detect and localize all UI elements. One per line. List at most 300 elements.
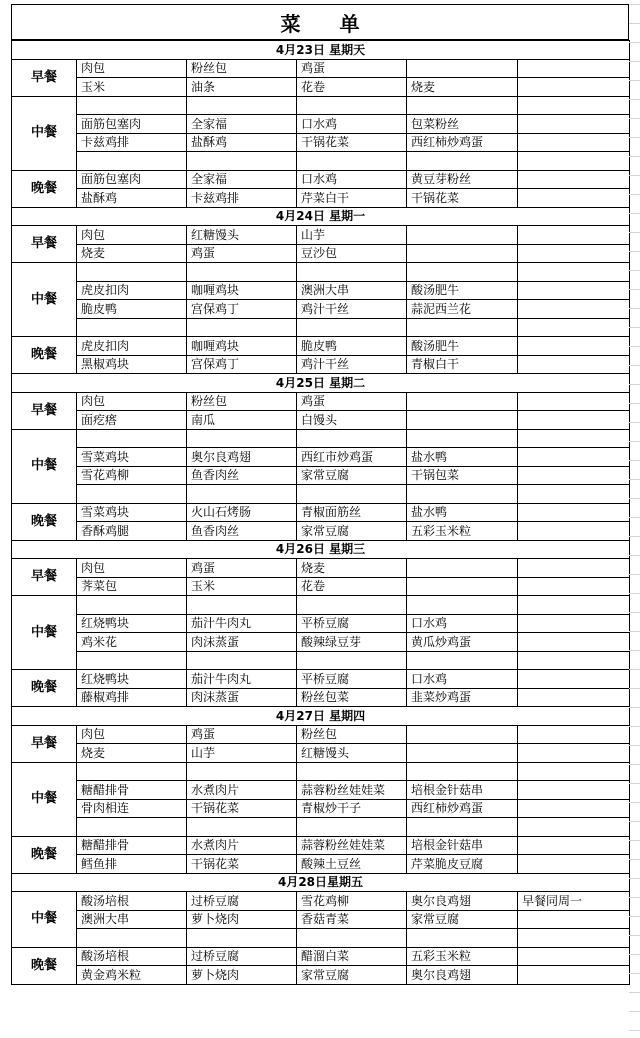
dish-cell: 烧麦 xyxy=(77,744,187,763)
dish-cell: 雪菜鸡块 xyxy=(77,503,187,522)
dish-cell xyxy=(407,577,518,596)
dish-cell: 卡兹鸡排 xyxy=(77,133,187,152)
dish-cell: 肉包 xyxy=(77,226,187,245)
gridline xyxy=(629,403,640,404)
dish-cell: 鸡蛋 xyxy=(297,59,407,78)
dish-cell: 鱼香肉丝 xyxy=(187,522,297,541)
dish-cell xyxy=(187,152,297,171)
dish-cell xyxy=(407,429,518,448)
table-row xyxy=(12,485,630,504)
table-row xyxy=(12,96,630,115)
gridline xyxy=(629,346,640,347)
dish-cell xyxy=(518,226,630,245)
day-header: 4月27日 星期四 xyxy=(12,707,630,726)
dish-cell: 红烧鸭块 xyxy=(77,670,187,689)
dish-cell xyxy=(518,818,630,837)
table-row xyxy=(12,614,630,633)
gridline xyxy=(629,118,640,119)
meal-label: 中餐 xyxy=(12,429,77,503)
gridline xyxy=(629,137,640,138)
gridline xyxy=(629,479,640,480)
dish-cell: 面筋包塞肉 xyxy=(77,115,187,134)
dish-cell: 火山石烤肠 xyxy=(187,503,297,522)
spreadsheet-gridlines xyxy=(629,0,640,1038)
dish-cell: 面疙瘩 xyxy=(77,411,187,430)
gridline xyxy=(629,897,640,898)
table-row xyxy=(12,929,630,948)
dish-cell xyxy=(518,947,630,966)
table-row xyxy=(12,559,630,578)
dish-cell: 酸汤肥牛 xyxy=(407,337,518,356)
dish-cell xyxy=(77,762,187,781)
dish-cell xyxy=(518,318,630,337)
menu-title xyxy=(11,4,629,40)
table-row xyxy=(12,966,630,985)
table-row xyxy=(12,781,630,800)
dish-cell: 芹菜白干 xyxy=(297,189,407,208)
dish-cell xyxy=(518,189,630,208)
dish-cell xyxy=(407,762,518,781)
gridline xyxy=(629,669,640,670)
table-row xyxy=(12,59,630,78)
day-header-row xyxy=(12,41,630,60)
gridline xyxy=(629,840,640,841)
dish-cell: 鸡汁干丝 xyxy=(297,300,407,319)
gridline xyxy=(629,422,640,423)
dish-cell: 青椒白干 xyxy=(407,355,518,374)
dish-cell: 培根金针菇串 xyxy=(407,836,518,855)
table-row xyxy=(12,633,630,652)
day-header-row xyxy=(12,707,630,726)
dish-cell xyxy=(518,281,630,300)
dish-cell xyxy=(77,96,187,115)
dish-cell: 平桥豆腐 xyxy=(297,670,407,689)
dish-cell: 粉丝包 xyxy=(187,392,297,411)
dish-cell: 南瓜 xyxy=(187,411,297,430)
gridline xyxy=(629,878,640,879)
table-row xyxy=(12,596,630,615)
gridline xyxy=(629,251,640,252)
table-row xyxy=(12,836,630,855)
table-row xyxy=(12,318,630,337)
dish-cell: 肉包 xyxy=(77,559,187,578)
dish-cell xyxy=(187,263,297,282)
meal-label: 早餐 xyxy=(12,725,77,762)
dish-cell: 油条 xyxy=(187,78,297,97)
dish-cell xyxy=(407,596,518,615)
dish-cell xyxy=(518,966,630,985)
dish-cell xyxy=(407,152,518,171)
table-row xyxy=(12,392,630,411)
dish-cell: 红糖馒头 xyxy=(297,744,407,763)
dish-cell xyxy=(518,836,630,855)
dish-cell xyxy=(77,651,187,670)
dish-cell: 芹菜脆皮豆腐 xyxy=(407,855,518,874)
dish-cell xyxy=(187,429,297,448)
dish-cell: 咖喱鸡块 xyxy=(187,337,297,356)
dish-cell xyxy=(407,929,518,948)
gridline xyxy=(629,498,640,499)
dish-cell xyxy=(518,485,630,504)
dish-cell: 萝卜烧肉 xyxy=(187,910,297,929)
day-header-row xyxy=(12,540,630,559)
dish-cell: 肉包 xyxy=(77,59,187,78)
gridline xyxy=(629,327,640,328)
dish-cell: 烧麦 xyxy=(407,78,518,97)
dish-cell xyxy=(77,818,187,837)
dish-cell: 口水鸡 xyxy=(297,170,407,189)
dish-cell: 雪花鸡柳 xyxy=(77,466,187,485)
gridline xyxy=(629,80,640,81)
dish-cell: 鸡蛋 xyxy=(187,244,297,263)
dish-cell: 鸡蛋 xyxy=(297,392,407,411)
meal-label: 晚餐 xyxy=(12,337,77,374)
gridline xyxy=(629,555,640,556)
dish-cell: 五彩玉米粒 xyxy=(407,947,518,966)
dish-cell xyxy=(297,263,407,282)
dish-cell: 卡兹鸡排 xyxy=(187,189,297,208)
dish-cell: 水煮肉片 xyxy=(187,836,297,855)
gridline xyxy=(629,4,640,5)
table-row xyxy=(12,947,630,966)
dish-cell: 酸辣绿豆芽 xyxy=(297,633,407,652)
table-row xyxy=(12,522,630,541)
dish-cell: 过桥豆腐 xyxy=(187,947,297,966)
dish-cell: 包菜粉丝 xyxy=(407,115,518,134)
dish-cell xyxy=(407,59,518,78)
dish-cell: 玉米 xyxy=(77,78,187,97)
day-header-row xyxy=(12,374,630,393)
dish-cell: 荠菜包 xyxy=(77,577,187,596)
dish-cell: 酸汤培根 xyxy=(77,892,187,911)
dish-cell xyxy=(77,429,187,448)
dish-cell: 肉沫蒸蛋 xyxy=(187,688,297,707)
dish-cell xyxy=(297,429,407,448)
meal-label: 早餐 xyxy=(12,226,77,263)
dish-cell: 黄金鸡米粒 xyxy=(77,966,187,985)
dish-cell xyxy=(77,485,187,504)
dish-cell: 香菇青菜 xyxy=(297,910,407,929)
dish-cell: 脆皮鸭 xyxy=(77,300,187,319)
gridline xyxy=(629,460,640,461)
dish-cell: 鳕鱼排 xyxy=(77,855,187,874)
table-row xyxy=(12,244,630,263)
gridline xyxy=(629,365,640,366)
dish-cell: 澳洲大串 xyxy=(77,910,187,929)
gridline xyxy=(629,42,640,43)
dish-cell xyxy=(518,392,630,411)
table-row xyxy=(12,725,630,744)
dish-cell xyxy=(518,170,630,189)
dish-cell xyxy=(77,263,187,282)
dish-cell xyxy=(297,96,407,115)
dish-cell xyxy=(187,318,297,337)
table-row xyxy=(12,152,630,171)
dish-cell: 蒜蓉粉丝娃娃菜 xyxy=(297,836,407,855)
gridline xyxy=(629,270,640,271)
dish-cell: 盐水鸭 xyxy=(407,503,518,522)
dish-cell: 干锅包菜 xyxy=(407,466,518,485)
day-header-row xyxy=(12,873,630,892)
dish-cell: 白馒头 xyxy=(297,411,407,430)
dish-cell: 红烧鸭块 xyxy=(77,614,187,633)
meal-label: 中餐 xyxy=(12,892,77,948)
dish-cell: 干锅花菜 xyxy=(297,133,407,152)
dish-cell: 茄汁牛肉丸 xyxy=(187,614,297,633)
dish-cell: 虎皮扣肉 xyxy=(77,281,187,300)
gridline xyxy=(629,821,640,822)
table-row xyxy=(12,503,630,522)
dish-cell xyxy=(297,651,407,670)
dish-cell xyxy=(77,596,187,615)
dish-cell xyxy=(518,929,630,948)
dish-cell: 韭菜炒鸡蛋 xyxy=(407,688,518,707)
dish-cell: 早餐同周一 xyxy=(518,892,630,911)
dish-cell: 肉沫蒸蛋 xyxy=(187,633,297,652)
gridline xyxy=(629,593,640,594)
table-row xyxy=(12,355,630,374)
dish-cell: 鸡米花 xyxy=(77,633,187,652)
meal-label: 中餐 xyxy=(12,96,77,170)
dish-cell: 烧麦 xyxy=(77,244,187,263)
table-row xyxy=(12,762,630,781)
dish-cell: 酸汤肥牛 xyxy=(407,281,518,300)
dish-cell: 盐水鸭 xyxy=(407,448,518,467)
gridline xyxy=(629,612,640,613)
meal-label: 中餐 xyxy=(12,596,77,670)
table-row xyxy=(12,170,630,189)
dish-cell xyxy=(518,670,630,689)
table-row xyxy=(12,466,630,485)
dish-cell xyxy=(518,411,630,430)
table-row xyxy=(12,892,630,911)
table-row xyxy=(12,688,630,707)
gridline xyxy=(629,232,640,233)
dish-cell xyxy=(518,577,630,596)
dish-cell xyxy=(518,429,630,448)
dish-cell: 肉包 xyxy=(77,392,187,411)
dish-cell xyxy=(518,651,630,670)
dish-cell: 虎皮扣肉 xyxy=(77,337,187,356)
dish-cell xyxy=(187,818,297,837)
dish-cell xyxy=(518,133,630,152)
dish-cell xyxy=(518,448,630,467)
table-row xyxy=(12,281,630,300)
meal-label: 晚餐 xyxy=(12,670,77,707)
dish-cell: 咖喱鸡块 xyxy=(187,281,297,300)
gridline xyxy=(629,156,640,157)
meal-label: 早餐 xyxy=(12,59,77,96)
dish-cell: 全家福 xyxy=(187,170,297,189)
dish-cell xyxy=(518,725,630,744)
dish-cell: 过桥豆腐 xyxy=(187,892,297,911)
dish-cell: 家常豆腐 xyxy=(297,966,407,985)
dish-cell xyxy=(518,466,630,485)
dish-cell: 酸辣土豆丝 xyxy=(297,855,407,874)
dish-cell: 宫保鸡丁 xyxy=(187,300,297,319)
meal-label: 晚餐 xyxy=(12,170,77,207)
dish-cell xyxy=(407,725,518,744)
dish-cell: 青椒面筋丝 xyxy=(297,503,407,522)
dish-cell: 干锅花菜 xyxy=(187,855,297,874)
dish-cell xyxy=(518,263,630,282)
dish-cell: 雪菜鸡块 xyxy=(77,448,187,467)
dish-cell xyxy=(518,596,630,615)
dish-cell: 雪花鸡柳 xyxy=(297,892,407,911)
dish-cell xyxy=(407,318,518,337)
dish-cell: 鸡蛋 xyxy=(187,725,297,744)
dish-cell xyxy=(518,910,630,929)
gridline xyxy=(629,441,640,442)
gridline xyxy=(629,23,640,24)
dish-cell: 黄瓜炒鸡蛋 xyxy=(407,633,518,652)
dish-cell xyxy=(407,485,518,504)
dish-cell: 青椒炒干子 xyxy=(297,799,407,818)
day-header: 4月23日 星期天 xyxy=(12,41,630,60)
dish-cell: 鸡蛋 xyxy=(187,559,297,578)
dish-cell: 水煮肉片 xyxy=(187,781,297,800)
table-row xyxy=(12,744,630,763)
dish-cell xyxy=(187,596,297,615)
dish-cell xyxy=(518,688,630,707)
meal-label: 晚餐 xyxy=(12,836,77,873)
dish-cell xyxy=(187,96,297,115)
dish-cell: 盐酥鸡 xyxy=(187,133,297,152)
dish-cell: 黑椒鸡块 xyxy=(77,355,187,374)
dish-cell: 脆皮鸭 xyxy=(297,337,407,356)
dish-cell: 酸汤培根 xyxy=(77,947,187,966)
dish-cell xyxy=(297,596,407,615)
meal-label: 中餐 xyxy=(12,762,77,836)
dish-cell xyxy=(407,392,518,411)
dish-cell xyxy=(297,318,407,337)
dish-cell: 西红柿炒鸡蛋 xyxy=(407,133,518,152)
gridline xyxy=(629,650,640,651)
dish-cell: 平桥豆腐 xyxy=(297,614,407,633)
dish-cell xyxy=(187,651,297,670)
gridline xyxy=(629,213,640,214)
dish-cell: 豆沙包 xyxy=(297,244,407,263)
dish-cell xyxy=(518,855,630,874)
dish-cell: 培根金针菇串 xyxy=(407,781,518,800)
gridline xyxy=(629,1030,640,1031)
dish-cell: 红糖馒头 xyxy=(187,226,297,245)
dish-cell xyxy=(518,355,630,374)
dish-cell xyxy=(518,115,630,134)
meal-label: 早餐 xyxy=(12,392,77,429)
dish-cell: 奥尔良鸡翅 xyxy=(407,966,518,985)
table-row xyxy=(12,855,630,874)
dish-cell: 奥尔良鸡翅 xyxy=(187,448,297,467)
dish-cell: 家常豆腐 xyxy=(407,910,518,929)
dish-cell: 山芋 xyxy=(297,226,407,245)
gridline xyxy=(629,973,640,974)
table-row xyxy=(12,411,630,430)
table-row xyxy=(12,818,630,837)
gridline xyxy=(629,745,640,746)
dish-cell xyxy=(407,96,518,115)
dish-cell: 宫保鸡丁 xyxy=(187,355,297,374)
gridline xyxy=(629,194,640,195)
dish-cell xyxy=(518,633,630,652)
gridline xyxy=(629,783,640,784)
dish-cell xyxy=(407,226,518,245)
dish-cell: 口水鸡 xyxy=(407,670,518,689)
dish-cell: 香酥鸡腿 xyxy=(77,522,187,541)
dish-cell: 烧麦 xyxy=(297,559,407,578)
dish-cell: 山芋 xyxy=(187,744,297,763)
dish-cell xyxy=(297,929,407,948)
table-row xyxy=(12,910,630,929)
dish-cell xyxy=(407,651,518,670)
dish-cell xyxy=(518,152,630,171)
dish-cell: 蒜蓉粉丝娃娃菜 xyxy=(297,781,407,800)
day-header-row xyxy=(12,207,630,226)
gridline xyxy=(629,175,640,176)
gridline xyxy=(629,574,640,575)
dish-cell: 醋溜白菜 xyxy=(297,947,407,966)
table-row xyxy=(12,337,630,356)
menu-title-text: 菜 单 xyxy=(280,11,376,36)
gridline xyxy=(629,954,640,955)
dish-cell xyxy=(407,744,518,763)
dish-cell: 粉丝包 xyxy=(297,725,407,744)
gridline xyxy=(629,536,640,537)
dish-cell: 全家福 xyxy=(187,115,297,134)
dish-cell xyxy=(518,59,630,78)
dish-cell: 西红市炒鸡蛋 xyxy=(297,448,407,467)
dish-cell: 家常豆腐 xyxy=(297,466,407,485)
table-row xyxy=(12,226,630,245)
gridline xyxy=(629,308,640,309)
day-header: 4月25日 星期二 xyxy=(12,374,630,393)
gridline xyxy=(629,707,640,708)
dish-cell xyxy=(187,929,297,948)
dish-cell: 口水鸡 xyxy=(297,115,407,134)
dish-cell xyxy=(518,614,630,633)
table-row xyxy=(12,651,630,670)
gridline xyxy=(629,517,640,518)
gridline xyxy=(629,99,640,100)
table-row xyxy=(12,189,630,208)
table-row xyxy=(12,115,630,134)
dish-cell: 茄汁牛肉丸 xyxy=(187,670,297,689)
dish-cell xyxy=(407,263,518,282)
dish-cell: 糖醋排骨 xyxy=(77,836,187,855)
dish-cell xyxy=(518,522,630,541)
dish-cell: 骨肉相连 xyxy=(77,799,187,818)
dish-cell xyxy=(407,559,518,578)
dish-cell xyxy=(518,781,630,800)
dish-cell: 黄豆芽粉丝 xyxy=(407,170,518,189)
dish-cell: 家常豆腐 xyxy=(297,522,407,541)
gridline xyxy=(629,384,640,385)
gridline xyxy=(629,61,640,62)
meal-label: 早餐 xyxy=(12,559,77,596)
dish-cell xyxy=(187,762,297,781)
dish-cell xyxy=(518,244,630,263)
dish-cell xyxy=(297,818,407,837)
table-row xyxy=(12,577,630,596)
dish-cell: 干锅花菜 xyxy=(407,189,518,208)
menu-table xyxy=(11,40,630,985)
dish-cell xyxy=(518,503,630,522)
gridline xyxy=(629,802,640,803)
dish-cell: 奥尔良鸡翅 xyxy=(407,892,518,911)
gridline xyxy=(629,992,640,993)
dish-cell: 花卷 xyxy=(297,78,407,97)
dish-cell xyxy=(297,152,407,171)
